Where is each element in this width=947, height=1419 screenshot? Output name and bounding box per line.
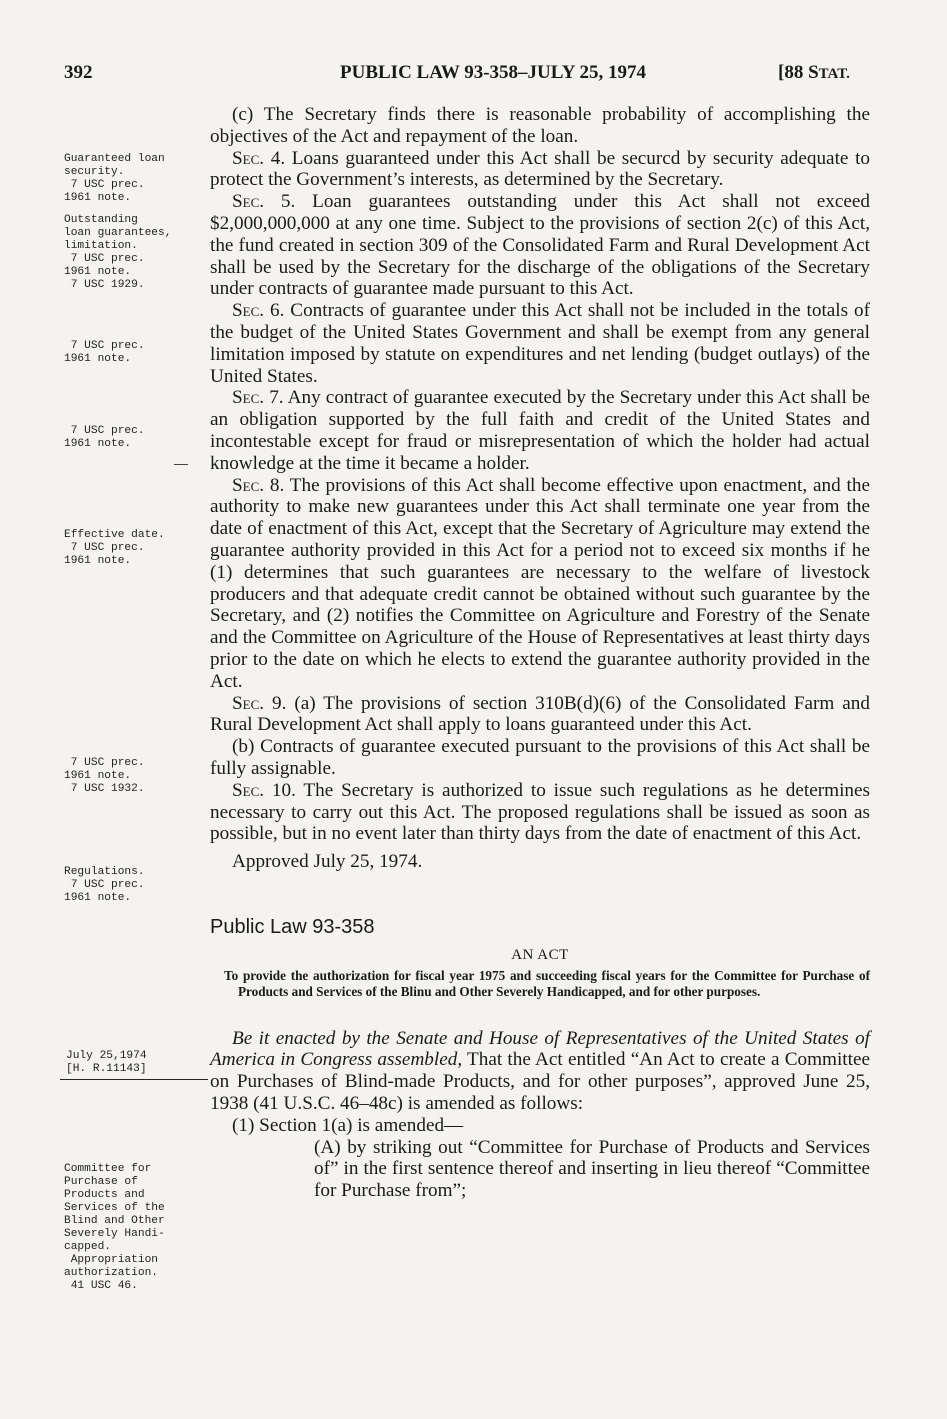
margin-rule (60, 1079, 208, 1080)
note-line: loan guarantees, (64, 227, 172, 239)
section-text: Contracts of guarantee under this Act shall not be included in the totals of the budget of the United States Government and shall be exempt from any general limitation imposed by statute on expenditures and net lending (budget outlays) of the United States. (210, 300, 870, 387)
approval-date: Approved July 25, 1974. (232, 851, 423, 873)
note-line: 1961 note. (64, 266, 132, 278)
section-label: Sec. 6. (232, 300, 285, 322)
note-line: 1961 note. (64, 770, 132, 782)
running-title: PUBLIC LAW 93-358–JULY 25, 1974 (340, 62, 646, 83)
note-line: [H. R.11143] (66, 1063, 147, 1075)
paragraph-c: (c) The Secretary finds there is reasonable probability of accomplishing the objectives of the Act and repayment of the loan. (210, 104, 870, 147)
section-7 (210, 387, 870, 474)
note-line: Regulations. (64, 866, 145, 878)
note-line: authorization. (64, 1267, 158, 1279)
section-text: Loans guaranteed under this Act shall be securcd by security adequate to protect the Government’s interests, as determined by the Secretary. (210, 147, 870, 191)
amendment-item-1: (1) Section 1(a) is amended— (232, 1114, 464, 1136)
note-line: capped. (64, 1241, 111, 1253)
page-number: 392 (64, 62, 93, 83)
section-label: Sec. 5. (232, 191, 296, 213)
note-line: 1961 note. (64, 192, 132, 204)
note-line: 41 USC 46. (64, 1280, 138, 1292)
note-line: 7 USC prec. (64, 253, 145, 265)
margin-note-outstanding (64, 214, 171, 292)
note-line: Guaranteed loan (64, 153, 165, 165)
margin-note-committee (64, 1163, 165, 1293)
margin-note-sec9 (64, 757, 145, 796)
note-line: 1961 note. (64, 555, 132, 567)
margin-note-guaranteed-loan (64, 153, 165, 205)
act-purpose: To provide the authorization for fiscal year 1975 and succeeding fiscal years for the Committee for Purchase of Products and Services of the Blinu and Other Severely Handicapped, and for other purposes. (224, 968, 870, 1000)
note-line: Severely Handi- (64, 1228, 165, 1240)
section-4 (210, 148, 870, 192)
note-line: 7 USC prec. (64, 179, 145, 191)
note-line: security. (64, 166, 125, 178)
enacting-clause (210, 1028, 870, 1115)
main-text (210, 104, 870, 1202)
page-header (0, 62, 947, 88)
statute-prefix: [88 S (778, 62, 819, 83)
section-9b: (b) Contracts of guarantee executed pursuant to the provisions of this Act shall be fully assignable. (210, 736, 870, 779)
note-line: 1961 note. (64, 438, 132, 450)
note-line: Purchase of (64, 1176, 138, 1188)
section-label: Sec. 8. (232, 474, 285, 496)
note-line: July 25,1974 (66, 1050, 147, 1062)
section-6 (210, 300, 870, 387)
an-act-heading: AN ACT (511, 946, 569, 963)
note-line: 7 USC prec. (64, 757, 145, 769)
section-label: Sec. 10. (232, 779, 296, 801)
margin-dash (174, 464, 188, 465)
margin-note-effective-date (64, 529, 165, 568)
section-8 (210, 475, 870, 693)
note-line: 7 USC prec. (64, 425, 145, 437)
note-line: Outstanding (64, 214, 138, 226)
margin-note-sec7 (64, 425, 145, 451)
section-10 (210, 780, 870, 845)
section-text: Any contract of guarantee executed by the Secretary under this Act shall be an obligation supported by the full faith and credit of the United States and incontestable except for fraud or misrepresentation of which the holder had actual knowledge at the time it became a holder. (210, 387, 870, 474)
note-line: Committee for (64, 1163, 152, 1175)
note-line: limitation. (64, 240, 138, 252)
section-label: Sec. 9. (232, 692, 287, 714)
section-label: Sec. 7. (232, 387, 284, 409)
note-line: Blind and Other (64, 1215, 165, 1227)
public-law-heading: Public Law 93-358 (210, 915, 375, 938)
note-line: Services of the (64, 1202, 165, 1214)
note-line: 1961 note. (64, 892, 132, 904)
section-label: Sec. 4. (232, 147, 286, 169)
margin-note-sec6 (64, 340, 145, 366)
section-text: (a) The provisions of section 310B(d)(6) of the Consolidated Farm and Rural Development Act shall apply to loans guaranteed under this Act. (210, 692, 870, 736)
note-line: Appropriation (64, 1254, 158, 1266)
margin-note-regulations (64, 866, 145, 905)
amendment-item-a: (A) by striking out “Committee for Purchase of Products and Services of” in the first sentence thereof and inserting in lieu thereof “Committee for Purchase from”; (314, 1136, 870, 1202)
section-9a (210, 693, 870, 737)
margin-note-bill-number (66, 1050, 147, 1076)
note-line: 7 USC 1932. (64, 783, 145, 795)
section-5 (210, 191, 870, 300)
note-line: 7 USC prec. (64, 542, 145, 554)
section-text: The Secretary is authorized to issue such regulations as he determines necessary to carry out this Act. The proposed regulations shall be issued as soon as possible, but in no event later than thirty days from the date of enactment of this Act. (210, 779, 870, 845)
note-line: 7 USC prec. (64, 879, 145, 891)
note-line: 7 USC prec. (64, 340, 145, 352)
section-text: Loan guarantees outstanding under this Act shall not exceed $2,000,000,000 at any one time. Subject to the provisions of section 2(c) of this Act, the fund created in section 309 of the Consolidated Farm and Rural Development Act shall be used by the Secretary for the discharge of the obligations of the Secretary under contracts of guarantee made pursuant to this Act. (210, 191, 870, 300)
note-line: 1961 note. (64, 353, 132, 365)
enacting-text: , That the Act entitled “An Act to create a Committee on Purchases of Blind-made Products, and for other purposes”, approved June 25, 1938 (41 U.S.C. 46–48c) is amended as follows: (210, 1049, 870, 1115)
statute-suffix: TAT. (818, 66, 850, 82)
statute-reference (778, 62, 850, 84)
note-line: 7 USC 1929. (64, 279, 145, 291)
section-text: The provisions of this Act shall become effective upon enactment, and the authority to make new guarantees under this Act shall terminate one year from the date of enactment of this Act, except that the Secretary of Agriculture may extend the guarantee authority provided in this Act for a period not to exceed six months if he (1) determines that such guarantees are necessary to the welfare of livestock producers and that adequate credit cannot be obtained without such guarantee by the Secretary, and (2) notifies the Committee on Agriculture and Forestry of the Senate and the Committee on Agriculture of the House of Representatives at least thirty days prior to the date on which he elects to extend the guarantee authority provided in the Act. (210, 474, 870, 692)
note-line: Products and (64, 1189, 145, 1201)
enacting-formula: Be it enacted by the Senate and House of Representatives of the United States of America in Congress assembled (210, 1027, 870, 1071)
note-line: Effective date. (64, 529, 165, 541)
